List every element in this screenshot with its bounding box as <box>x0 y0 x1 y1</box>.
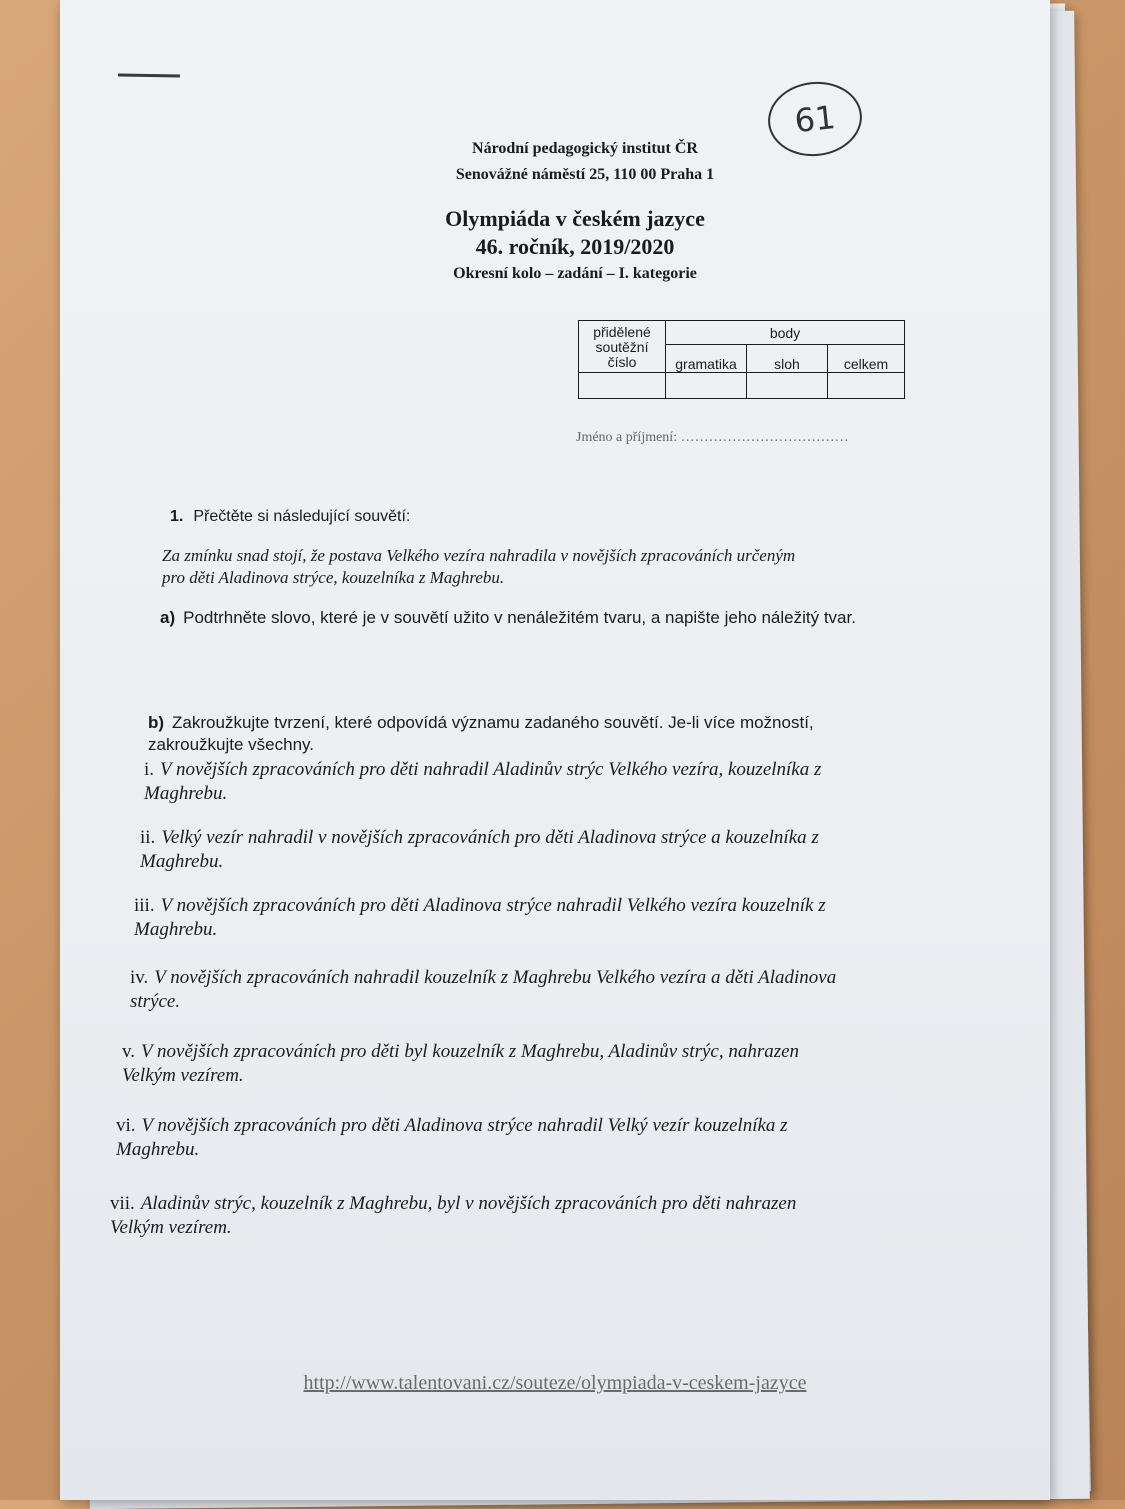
option-vii[interactable] <box>110 1192 796 1240</box>
option-i-line2: Maghrebu. <box>144 783 228 804</box>
question1-part-a <box>160 608 856 628</box>
name-field[interactable]: Jméno a příjmení: ……………………………… <box>576 430 849 445</box>
composition-column-header: sloh <box>747 345 828 373</box>
option-v-numeral: v. <box>122 1041 136 1062</box>
option-iv-line1: V novějších zpracováních nahradil kouzelník z Maghrebu Velkého vezíra a děti Aladinova <box>154 967 837 988</box>
option-iii-line1: V novějších zpracováních pro děti Aladinova strýce nahradil Velkého vezíra kouzelník z <box>160 895 826 916</box>
score-table <box>578 320 905 399</box>
footer-url-link[interactable]: http://www.talentovani.cz/souteze/olympiada-v-ceskem-jazyce <box>303 1372 807 1394</box>
points-header: body <box>666 321 905 345</box>
handwritten-sheet-number: 61 <box>764 77 865 160</box>
option-i-line1: V novějších zpracováních pro děti nahradil Aladinův strýc Velkého vezíra, kouzelníka z <box>160 759 822 780</box>
option-iv[interactable] <box>130 966 836 1014</box>
assigned-number-header-line1: přidělené <box>593 324 651 340</box>
assigned-number-header <box>579 321 666 373</box>
option-iv-line2: strýce. <box>130 991 181 1012</box>
option-iii-line2: Maghrebu. <box>134 919 218 940</box>
option-vi-numeral: vi. <box>116 1115 136 1136</box>
option-i[interactable] <box>144 758 821 806</box>
round-category: Okresní kolo – zadání – I. kategorie <box>453 265 697 282</box>
option-ii-line2: Maghrebu. <box>140 851 224 872</box>
total-column-header: celkem <box>828 345 905 373</box>
option-vii-numeral: vii. <box>110 1193 135 1214</box>
option-v[interactable] <box>122 1040 799 1088</box>
total-score-cell[interactable] <box>828 373 905 399</box>
option-iii-numeral: iii. <box>134 895 155 916</box>
composition-score-cell[interactable] <box>747 373 828 399</box>
olympiad-title: Olympiáda v českém jazyce <box>445 206 705 231</box>
option-ii[interactable] <box>140 826 819 874</box>
source-sentence <box>162 545 932 589</box>
part-a-letter: a) <box>160 608 176 627</box>
option-vi-line2: Maghrebu. <box>116 1139 200 1160</box>
option-ii-line1: Velký vezír nahradil v novějších zpracováních pro děti Aladinova strýce a kouzelníka z <box>161 827 819 848</box>
question1-instruction: Přečtěte si následující souvětí: <box>193 508 411 525</box>
part-b-letter: b) <box>148 713 165 732</box>
institute-address: Senovážné náměstí 25, 110 00 Praha 1 <box>455 166 715 183</box>
option-v-line1: V novějších zpracováních pro děti byl kouzelník z Maghrebu, Aladinův strýc, nahrazen <box>141 1041 800 1062</box>
pen-mark <box>118 73 180 77</box>
grammar-score-cell[interactable] <box>666 373 747 399</box>
part-b-text-line1 <box>148 712 988 734</box>
option-vi-line1: V novějších zpracováních pro děti Aladinova strýce nahradil Velký vezír kouzelníka z <box>141 1115 788 1136</box>
option-iv-numeral: iv. <box>130 967 149 988</box>
assigned-number-cell[interactable] <box>579 373 666 399</box>
option-vi[interactable] <box>116 1114 788 1162</box>
question1-part-b <box>148 712 988 756</box>
source-sentence-line2: pro děti Aladinova strýce, kouzelníka z Maghrebu. <box>162 568 505 587</box>
option-v-line2: Velkým vezírem. <box>122 1065 244 1086</box>
part-a-text: Podtrhněte slovo, které je v souvětí užito v nenáležitém tvaru, a napište jeho náležitý tvar. <box>183 608 856 627</box>
olympiad-year: 46. ročník, 2019/2020 <box>475 234 675 259</box>
option-vii-line2: Velkým vezírem. <box>110 1217 232 1238</box>
exam-sheet <box>60 0 1050 1500</box>
part-b-text: Zakroužkujte tvrzení, které odpovídá významu zadaného souvětí. Je-li více možností, <box>172 713 814 732</box>
option-vii-line1: Aladinův strýc, kouzelník z Maghrebu, byl v novějších zpracováních pro děti nahrazen <box>140 1193 797 1214</box>
option-ii-numeral: ii. <box>140 827 156 848</box>
option-iii[interactable] <box>134 894 826 942</box>
option-i-numeral: i. <box>144 759 155 780</box>
part-b-text-line2: zakroužkujte všechny. <box>148 735 314 754</box>
question1-number: 1. <box>170 508 184 525</box>
question1-heading <box>170 508 410 526</box>
assigned-number-header-line2: soutěžní <box>595 339 649 355</box>
assigned-number-header-line3: číslo <box>607 354 637 370</box>
grammar-column-header: gramatika <box>666 345 747 373</box>
institute-name: Národní pedagogický institut ČR <box>472 140 698 157</box>
source-sentence-line1: Za zmínku snad stojí, že postava Velkého vezíra nahradila v novějších zpracováních určeným <box>162 546 796 565</box>
